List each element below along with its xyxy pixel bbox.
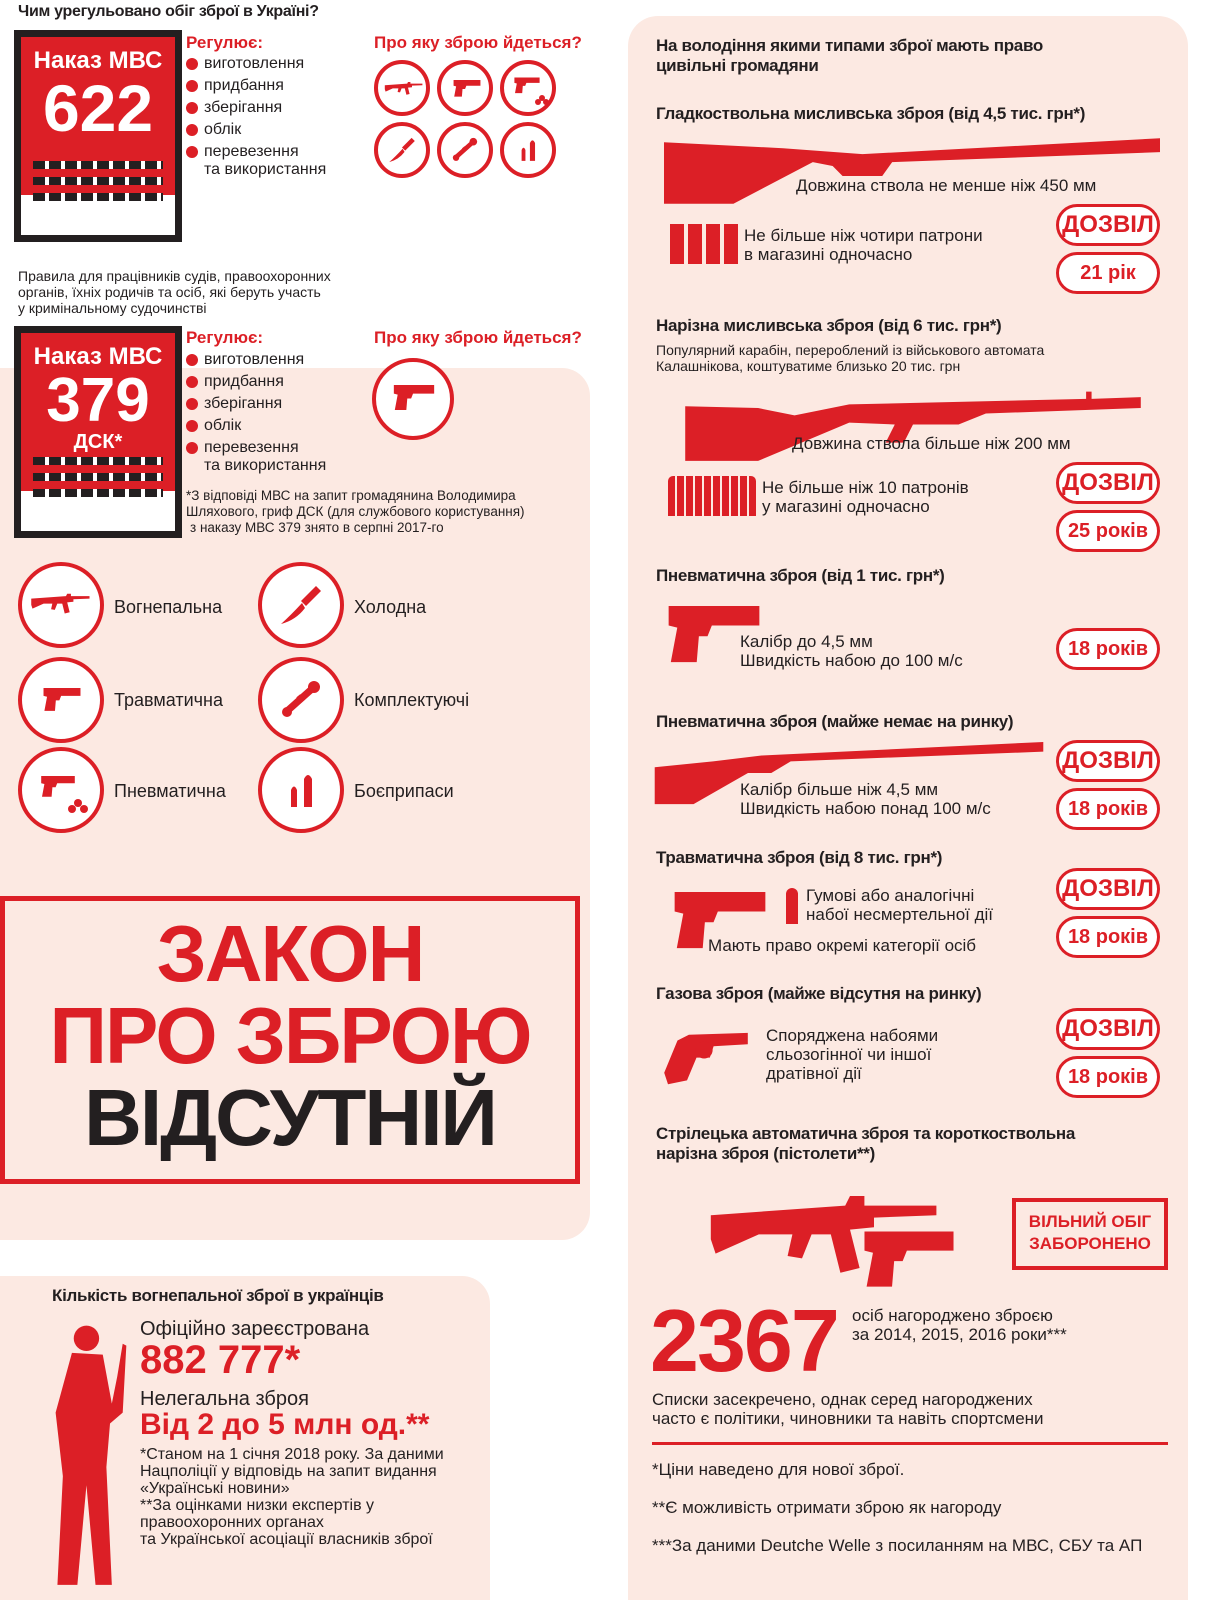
section-sub: Популярний карабін, перероблений із військового автомата Калашнікова, коштуватиме близько 20 тис. грн [656, 342, 1045, 374]
law-line: ПРО ЗБРОЮ [49, 991, 531, 1080]
regulates-list-622 [186, 55, 304, 161]
pistol-icon [856, 1218, 962, 1298]
barrel-length: Довжина ствола більше ніж 200 мм [792, 434, 1071, 453]
law-absent-box [0, 896, 580, 1184]
category-label: Боєприпаси [354, 781, 454, 801]
magazine-text: Не більше ніж 10 патронів у магазині одночасно [762, 478, 969, 516]
permit-badge: ДОЗВІЛ [1056, 740, 1160, 782]
gas-spec: Споряджена набоями сльозогінної чи іншої дратівної дії [766, 1026, 939, 1083]
awards-text: осіб нагороджено зброєю за 2014, 2015, 2016 роки*** [852, 1306, 1067, 1344]
section-title: Травматична зброя (від 8 тис. грн*) [656, 848, 943, 867]
regulates-title: Регулює: [186, 33, 264, 52]
knife-icon [258, 562, 344, 648]
knife-icon [374, 122, 430, 178]
rifle-icon [666, 388, 1160, 470]
section-title: Пневматична зброя (майже немає на ринку) [656, 712, 1014, 731]
age-badge: 18 років [1056, 1056, 1160, 1098]
age-badge: 18 років [1056, 916, 1160, 958]
cartridges-icon [668, 476, 756, 516]
list-item: облік [186, 417, 304, 435]
air-pistol-icon [500, 60, 556, 116]
permit-badge: ДОЗВІЛ [1056, 204, 1160, 246]
awards-number: 2367 [650, 1291, 838, 1390]
about-title: Про яку зброю йдеться? [374, 328, 582, 347]
permit-badge: ДОЗВІЛ [1056, 868, 1160, 910]
bullet-icon [500, 122, 556, 178]
list-item: перевезення [186, 439, 304, 457]
order-number: 379 [46, 366, 150, 435]
footnote: **Є можливість отримати зброю як нагороду [652, 1498, 1002, 1517]
order-number: 622 [42, 71, 154, 145]
about-title: Про яку зброю йдеться? [374, 33, 582, 52]
list-item: виготовлення [186, 351, 304, 369]
category-label: Вогнепальна [114, 597, 223, 617]
section-title: Нарізна мисливська зброя (від 6 тис. грн*) [656, 316, 1002, 335]
scope-icon [437, 122, 493, 178]
air-pistol-icon [18, 747, 104, 833]
revolver-icon [656, 1012, 756, 1088]
permit-badge: ДОЗВІЛ [1056, 462, 1160, 504]
law-line: ВІДСУТНІЙ [84, 1073, 496, 1162]
air-spec: Калібр до 4,5 мм Швидкість набою до 100 м/с [740, 632, 963, 670]
section-title: Пневматична зброя (від 1 тис. грн*) [656, 566, 945, 585]
ak-rifle-icon [18, 562, 104, 648]
rules-text: Правила для працівників судів, правоохоронних органів, їхніх родичів та осіб, які беруть участь у кримінальному судочинстві [18, 268, 331, 316]
banned-box: ВІЛЬНИЙ ОБІГ ЗАБОРОНЕНО [1012, 1198, 1168, 1270]
permit-badge: ДОЗВІЛ [1056, 1008, 1160, 1050]
person-silhouette-icon [26, 1322, 136, 1594]
pistol-icon [437, 60, 493, 116]
count-notes: *Станом на 1 січня 2018 року. За даними Нацполіції у відповідь на запит видання «Українські новини» **За оцінками низки експертів у правоохоронних органах та Української асоціації власників зброї [140, 1446, 444, 1548]
note-379: *З відповіді МВС на запит громадянина Володимира Шляхового, гриф ДСК (для службового користування) з наказу МВС 379 знято в серпні 2017-го [186, 488, 525, 535]
civil-title: На володіння якими типами зброї мають право цивільні громадяни [656, 36, 1043, 75]
pistol-icon [18, 657, 104, 743]
list-item: облік [186, 121, 304, 139]
count-title: Кількість вогнепальної зброї в українців [52, 1286, 384, 1305]
list-item: виготовлення [186, 55, 304, 73]
traumatic-note: Мають право окремі категорії осіб [708, 936, 977, 955]
list-item: зберігання [186, 395, 304, 413]
age-badge: 18 років [1056, 788, 1160, 830]
list-item: зберігання [186, 99, 304, 117]
divider [652, 1442, 1168, 1445]
list-item: придбання [186, 373, 304, 391]
category-label: Комплектуючі [354, 690, 470, 710]
scope-icon [258, 657, 344, 743]
awards-note: Списки засекречено, однак серед нагороджених часто є політики, чиновники та навіть спортсмени [652, 1390, 1044, 1428]
list-item-cont: та використання [204, 457, 327, 474]
list-item: перевезення [186, 143, 304, 161]
illegal-label: Нелегальна зброя [140, 1388, 309, 1410]
pistol-icon [372, 358, 454, 440]
barrel-length: Довжина ствола не менше ніж 450 мм [796, 176, 1097, 195]
cartridges-icon [670, 224, 738, 264]
section-title: Газова зброя (майже відсутня на ринку) [656, 984, 982, 1003]
category-label: Пневматична [114, 781, 226, 801]
list-item-cont: та використання [204, 161, 327, 178]
bullet-icon [258, 747, 344, 833]
category-label: Травматична [114, 690, 223, 710]
order-622-document [14, 30, 182, 242]
order-label: Наказ МВС [33, 47, 163, 74]
official-value: 882 777* [140, 1338, 301, 1382]
footnote: *Ціни наведено для нової зброї. [652, 1460, 905, 1479]
regulates-list-379 [186, 351, 304, 457]
illegal-value: Від 2 до 5 млн од.** [140, 1408, 430, 1441]
category-label: Холодна [354, 597, 427, 617]
air-spec: Калібр більше ніж 4,5 мм Швидкість набою понад 100 м/с [740, 780, 991, 818]
footnote: ***За даними Deutche Welle з посиланням на МВС, СБУ та АП [652, 1536, 1143, 1555]
traumatic-spec: Гумові або аналогічні набої несмертельної дії [806, 886, 994, 924]
rubber-bullet-icon [786, 888, 798, 924]
magazine-text: Не більше ніж чотири патрони в магазині одночасно [744, 226, 983, 264]
section-title: Гладкоствольна мисливська зброя (від 4,5 тис. грн*) [656, 104, 1086, 123]
order-label: Наказ МВС [33, 343, 163, 370]
main-question: Чим урегульовано обіг зброї в Україні? [18, 3, 319, 20]
list-item: придбання [186, 77, 304, 95]
ak-rifle-icon [374, 60, 430, 116]
regulates-title: Регулює: [186, 328, 264, 347]
order-suffix: ДСК* [73, 431, 123, 453]
law-line: ЗАКОН [156, 909, 424, 998]
age-badge: 18 років [1056, 628, 1160, 670]
shotgun-icon [664, 132, 1160, 212]
age-badge: 25 років [1056, 510, 1160, 552]
official-label: Офіційно зареєстрована [140, 1318, 370, 1340]
age-badge: 21 рік [1056, 252, 1160, 294]
section-title: Стрілецька автоматична зброя та короткоствольна нарізна зброя (пістолети**) [656, 1124, 1076, 1163]
order-379-document [14, 326, 182, 538]
